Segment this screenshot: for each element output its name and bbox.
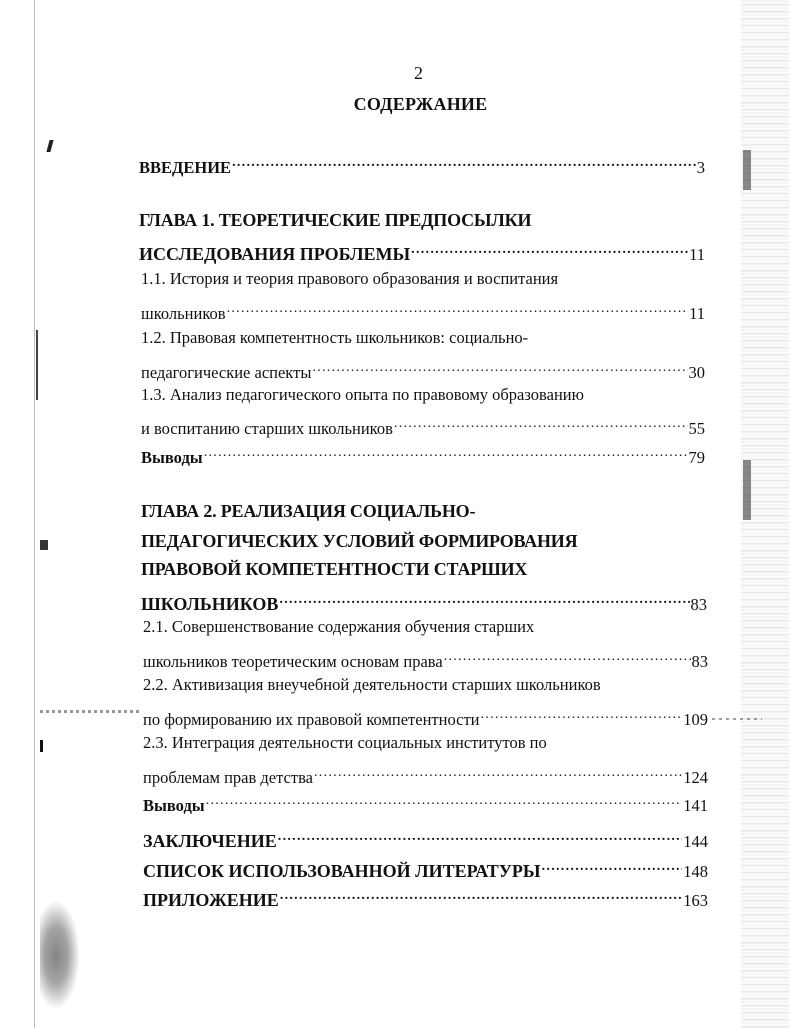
toc-page-number: 79	[688, 448, 705, 467]
page-title: СОДЕРЖАНИЕ	[353, 94, 488, 114]
toc-entry-conclusion[interactable]	[143, 825, 708, 853]
toc-entry-chapter-2-conclusions[interactable]	[143, 789, 708, 817]
toc-entry-chapter-1[interactable]	[139, 238, 705, 266]
toc-page-number: 141	[683, 796, 708, 815]
page-number: 2	[414, 63, 423, 83]
dot-leader	[227, 297, 689, 319]
toc-entry-label: Выводы	[141, 448, 203, 467]
toc-page-number: 163	[683, 891, 708, 910]
toc-entry-label: ЗАКЛЮЧЕНИЕ	[143, 831, 277, 851]
toc-page-number: 83	[691, 652, 708, 671]
dot-leader	[280, 884, 682, 906]
dot-leader	[542, 855, 683, 877]
toc-entry-intro[interactable]	[139, 151, 705, 179]
dot-leader	[312, 356, 687, 378]
dot-leader	[411, 238, 688, 260]
chapter-2-heading-line-3: ПРАВОВОЙ КОМПЕТЕНТНОСТИ СТАРШИХ	[141, 559, 528, 579]
dot-leader	[314, 761, 682, 783]
dot-leader	[444, 645, 691, 667]
dot-leader	[278, 825, 682, 847]
dot-leader	[279, 588, 689, 610]
chapter-1-heading: ГЛАВА 1. ТЕОРЕТИЧЕСКИЕ ПРЕДПОСЫЛКИ	[139, 210, 532, 230]
toc-entry-label: ПРИЛОЖЕНИЕ	[143, 890, 279, 910]
toc-entry-label: ВВЕДЕНИЕ	[139, 158, 232, 177]
section-1-1-title: 1.1. История и теория правового образования и воспитания	[141, 269, 559, 288]
dot-leader	[481, 703, 683, 725]
toc-entry-label: Выводы	[143, 796, 205, 815]
toc-entry-label: школьников	[141, 304, 226, 323]
section-2-2-title: 2.2. Активизация внеучебной деятельности старших школьников	[143, 675, 601, 694]
toc-entry-label: ИССЛЕДОВАНИЯ ПРОБЛЕМЫ	[139, 244, 411, 264]
toc-entry-section-1-1[interactable]	[141, 297, 705, 325]
toc-page-number: 144	[683, 832, 708, 851]
toc-page-number: 148	[683, 862, 708, 881]
toc-page-number: 11	[689, 245, 705, 264]
toc-page-number: 3	[696, 158, 705, 177]
toc-page-number: 83	[690, 595, 707, 614]
toc-entry-section-2-2[interactable]	[143, 703, 708, 731]
section-2-1-title: 2.1. Совершенствование содержания обучения старших	[143, 617, 535, 636]
toc-entry-label: проблемам прав детства	[143, 768, 313, 787]
dot-leader	[232, 151, 696, 173]
toc-page-number: 55	[688, 419, 705, 438]
dot-leader	[206, 789, 683, 811]
dot-leader	[204, 441, 688, 463]
toc-page-number: 11	[689, 304, 705, 323]
section-1-3-title: 1.3. Анализ педагогического опыта по правовому образованию	[141, 385, 584, 404]
toc-entry-section-1-2[interactable]	[141, 356, 705, 384]
toc-entry-label: ШКОЛЬНИКОВ	[141, 594, 279, 614]
chapter-2-heading-line-1: ГЛАВА 2. РЕАЛИЗАЦИЯ СОЦИАЛЬНО-	[141, 501, 476, 521]
toc-entry-label: педагогические аспекты	[141, 363, 312, 382]
chapter-2-heading-line-2: ПЕДАГОГИЧЕСКИХ УСЛОВИЙ ФОРМИРОВАНИЯ	[141, 531, 578, 551]
toc-entry-section-2-3[interactable]	[143, 761, 708, 789]
section-1-2-title: 1.2. Правовая компетентность школьников: социально-	[141, 328, 529, 347]
toc-entry-label: и воспитанию старших школьников	[141, 419, 393, 438]
toc-page-number: 124	[683, 768, 708, 787]
dot-leader	[394, 412, 688, 434]
toc-entry-chapter-1-conclusions[interactable]	[141, 441, 705, 469]
toc-entry-label: школьников теоретическим основам права	[143, 652, 443, 671]
toc-entry-section-2-1[interactable]	[143, 645, 708, 673]
toc-entry-appendix[interactable]	[143, 884, 708, 912]
toc-entry-label: по формированию их правовой компетентности	[143, 710, 480, 729]
toc-entry-references[interactable]	[143, 855, 708, 883]
toc-page-number: 109	[683, 710, 708, 729]
toc-entry-label: СПИСОК ИСПОЛЬЗОВАННОЙ ЛИТЕРАТУРЫ	[143, 861, 541, 881]
toc-entry-chapter-2[interactable]	[141, 588, 707, 616]
toc-entry-section-1-3[interactable]	[141, 412, 705, 440]
toc-page-number: 30	[688, 363, 705, 382]
section-2-3-title: 2.3. Интеграция деятельности социальных институтов по	[143, 733, 547, 752]
